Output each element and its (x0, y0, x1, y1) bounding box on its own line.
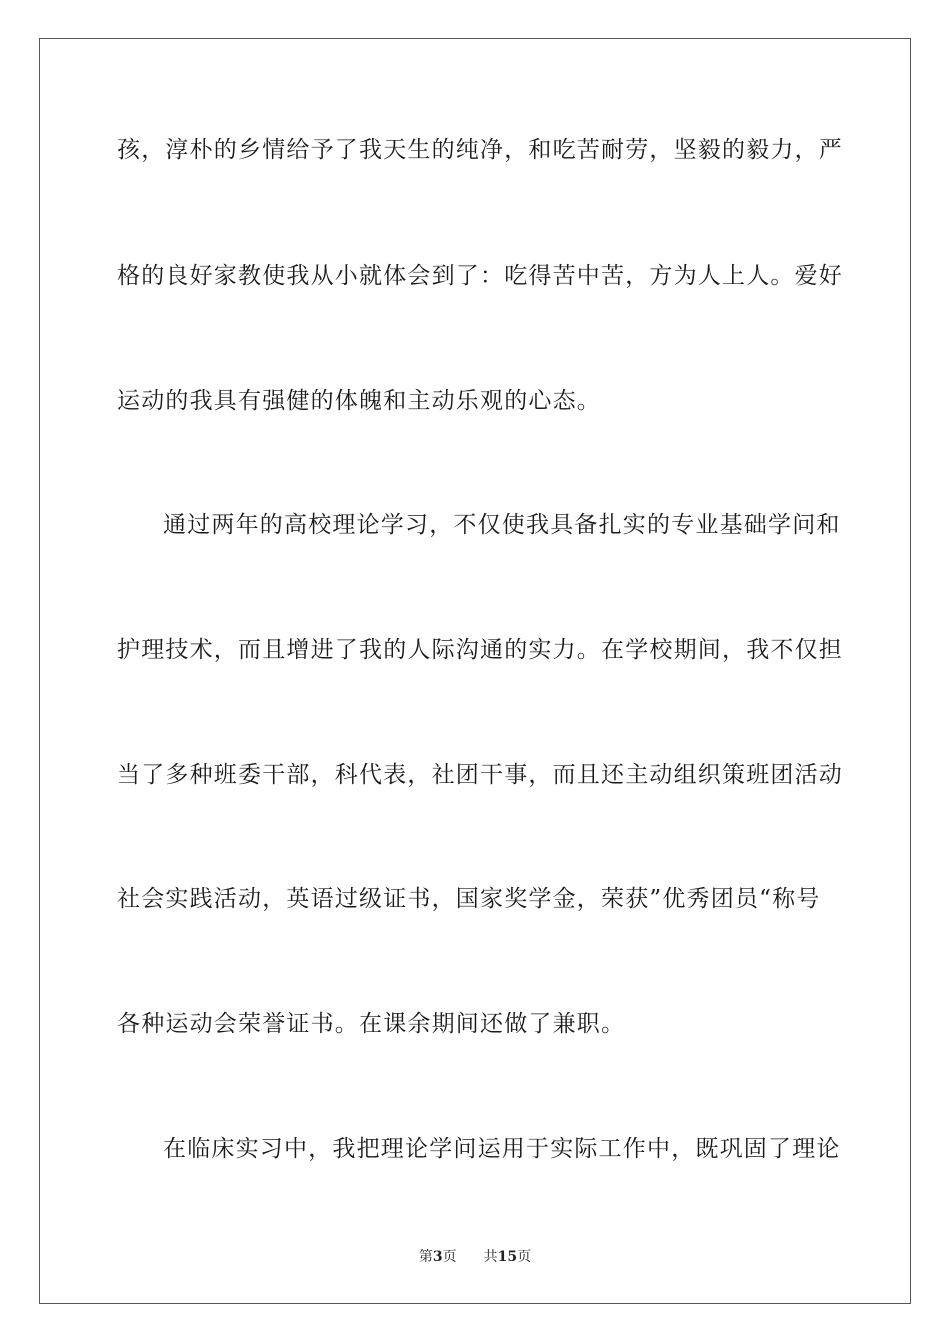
text-line: 护理技术，而且增进了我的人际沟通的实力。在学校期间，我不仅担 (117, 637, 843, 663)
total-pages-label (484, 1247, 531, 1267)
page-suffix: 页 (442, 1249, 457, 1265)
text-line: 运动的我具有强健的体魄和主动乐观的心态。 (117, 388, 601, 414)
paragraph-first-line: 通过两年的高校理论学习，不仅使我具备扎实的专业基础学问和 (163, 512, 841, 538)
paragraph-first-line: 在临床实习中，我把理论学问运用于实际工作中，既巩固了理论 (163, 1136, 841, 1162)
text-line: 孩，淳朴的乡情给予了我天生的纯净，和吃苦耐劳，坚毅的毅力，严 (117, 137, 843, 163)
page-number: 3 (432, 1249, 443, 1265)
text-line: 当了多种班委干部，科代表，社团干事，而且还主动组织策班团活动 (117, 762, 843, 788)
page-number-label (419, 1247, 457, 1267)
total-pages: 15 (497, 1249, 518, 1265)
text-line: 社会实践活动，英语过级证书，国家奖学金，荣获”优秀团员“称号 (117, 886, 821, 912)
text-line: 格的良好家教使我从小就体会到了：吃得苦中苦，方为人上人。爱好 (117, 263, 843, 289)
total-suffix: 页 (517, 1249, 532, 1265)
page-prefix: 第 (418, 1249, 433, 1265)
text-line: 各种运动会荣誉证书。在课余期间还做了兼职。 (117, 1011, 626, 1037)
total-prefix: 共 (483, 1249, 498, 1265)
page-border (39, 38, 911, 1304)
page-footer (0, 1247, 950, 1267)
